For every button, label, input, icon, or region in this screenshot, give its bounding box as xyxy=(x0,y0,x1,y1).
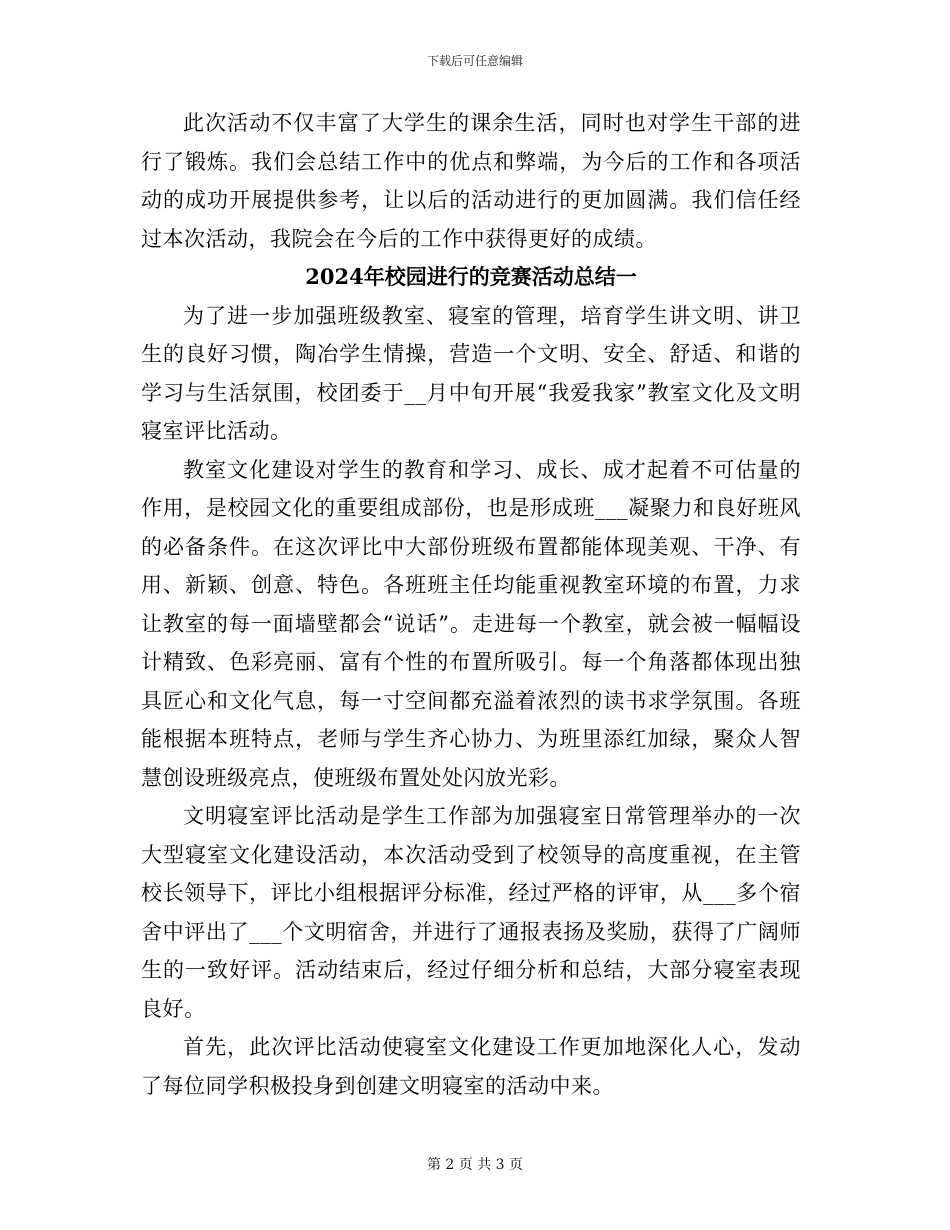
body-paragraph: 教室文化建设对学生的教育和学习、成长、成才起着不可估量的作用，是校园文化的重要组成部份，也是形成班___凝聚力和良好班风的必备条件。在这次评比中大部份班级布置都能体现美观、干净、有用、新颖、创意、特色。各班班主任均能重视教室环境的布置，力求让教室的每一面墙壁都会“说话”。走进每一个教室，就会被一幅幅设计精致、色彩亮丽、富有个性的布置所吸引。每一个角落都体现出独具匠心和文化气息，每一寸空间都充溢着浓烈的读书求学氛围。各班能根据本班特点，老师与学生齐心协力、为班里添红加绿，聚众人智慧创设班级亮点，使班级布置处处闪放光彩。 xyxy=(141,457,801,790)
body-paragraph: 文明寝室评比活动是学生工作部为加强寝室日常管理举办的一次大型寝室文化建设活动，本次活动受到了校领导的高度重视，在主管校长领导下，评比小组根据评分标准，经过严格的评审，从___多个宿舍中评出了___个文明宿舍，并进行了通报表扬及奖励，获得了广阔师生的一致好评。活动结束后，经过仔细分析和总结，大部分寝室表现良好。 xyxy=(141,804,801,1021)
document-body xyxy=(141,104,801,1105)
section-heading: 2024年校园进行的竞赛活动总结一 xyxy=(305,264,637,289)
body-paragraph: 为了进一步加强班级教室、寝室的管理，培育学生讲文明、讲卫生的良好习惯，陶冶学生情操，营造一个文明、安全、舒适、和谐的学习与生活氛围，校团委于__月中旬开展“我爱我家”教室文化及文明寝室评比活动。 xyxy=(141,303,801,443)
page-number: 第 2 页 共 3 页 xyxy=(426,1157,524,1173)
body-paragraph: 此次活动不仅丰富了大学生的课余生活，同时也对学生干部的进行了锻炼。我们会总结工作中的优点和弊端，为今后的工作和各项活动的成功开展提供参考，让以后的活动进行的更加圆满。我们信任经过本次活动，我院会在今后的工作中获得更好的成绩。 xyxy=(141,111,801,251)
page-header: 下载后可任意编辑 xyxy=(426,54,523,68)
body-paragraph: 首先，此次评比活动使寝室文化建设工作更加地深化人心，发动了每位同学积极投身到创建文明寝室的活动中来。 xyxy=(141,1035,801,1098)
